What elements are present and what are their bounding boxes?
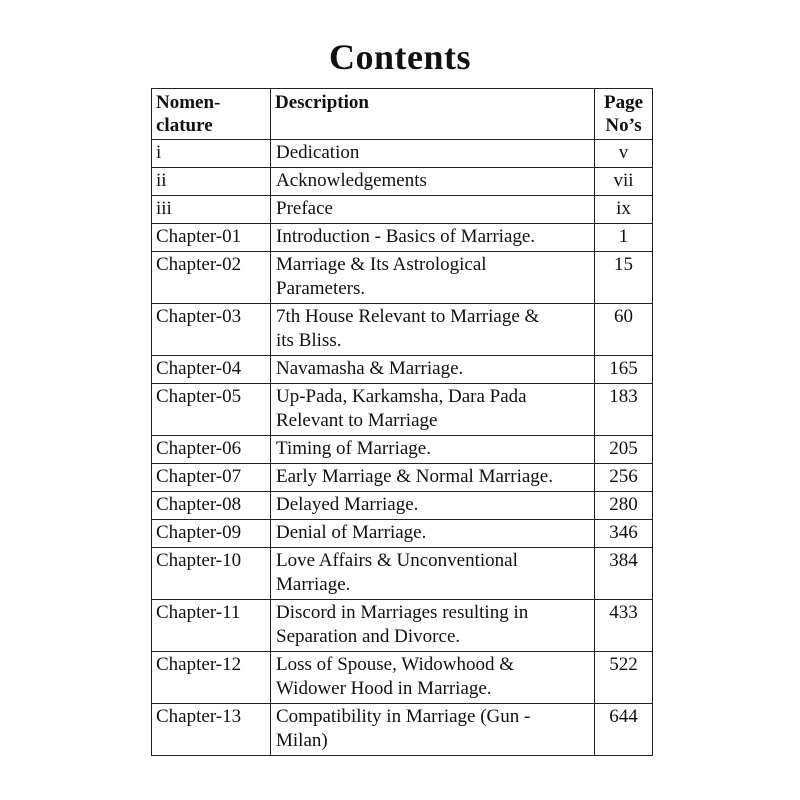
table-row (152, 140, 653, 168)
description-line: Love Affairs & Unconventional (276, 550, 518, 571)
description-line: Introduction - Basics of Marriage. (276, 226, 536, 247)
table-row (152, 548, 653, 600)
nomenclature-cell: Chapter-10 (152, 548, 271, 600)
page-number-cell: 205 (595, 436, 653, 464)
nomenclature-cell: Chapter-08 (152, 492, 271, 520)
nomenclature-cell: Chapter-06 (152, 436, 271, 464)
table-row (152, 384, 653, 436)
description-line: Loss of Spouse, Widowhood & (276, 654, 514, 675)
table-row (152, 652, 653, 704)
description-cell (271, 252, 595, 304)
table-row (152, 168, 653, 196)
page-number-cell: 433 (595, 600, 653, 652)
description-cell (271, 600, 595, 652)
description-line: Discord in Marriages resulting in (276, 602, 529, 623)
description-line: Marriage & Its Astrological (276, 254, 487, 275)
table-row (152, 196, 653, 224)
table-row (152, 304, 653, 356)
page-number-cell: 60 (595, 304, 653, 356)
description-line: Milan) (276, 730, 328, 751)
description-cell (271, 704, 595, 756)
description-line: Navamasha & Marriage. (276, 358, 464, 379)
nomenclature-cell: Chapter-05 (152, 384, 271, 436)
description-cell (271, 384, 595, 436)
description-cell (271, 464, 595, 492)
page-number-header (595, 89, 653, 140)
description-line: Up-Pada, Karkamsha, Dara Pada (276, 386, 527, 407)
description-cell (271, 652, 595, 704)
page-number-cell: 183 (595, 384, 653, 436)
nomenclature-cell: Chapter-01 (152, 224, 271, 252)
table-row (152, 436, 653, 464)
description-line: Relevant to Marriage (276, 410, 438, 431)
description-cell (271, 224, 595, 252)
table-row (152, 464, 653, 492)
nomenclature-cell: Chapter-11 (152, 600, 271, 652)
nomenclature-cell: Chapter-13 (152, 704, 271, 756)
nomenclature-cell: i (152, 140, 271, 168)
nomenclature-header (152, 89, 271, 140)
description-line: Preface (276, 198, 333, 219)
page-number-cell: 280 (595, 492, 653, 520)
page-number-cell: 15 (595, 252, 653, 304)
description-line: its Bliss. (276, 330, 342, 351)
table-row (152, 492, 653, 520)
description-cell (271, 356, 595, 384)
nomenclature-header-line2: clature (156, 115, 213, 136)
page-number-cell: v (595, 140, 653, 168)
nomenclature-cell: Chapter-03 (152, 304, 271, 356)
description-cell (271, 492, 595, 520)
description-line: Separation and Divorce. (276, 626, 461, 647)
description-cell (271, 196, 595, 224)
description-line: Delayed Marriage. (276, 494, 419, 515)
page-number-cell: 1 (595, 224, 653, 252)
page-number-cell: 522 (595, 652, 653, 704)
description-line: 7th House Relevant to Marriage & (276, 306, 540, 327)
page-number-header-line1: Page (603, 92, 644, 113)
nomenclature-cell: ii (152, 168, 271, 196)
nomenclature-cell: Chapter-12 (152, 652, 271, 704)
page-number-cell: vii (595, 168, 653, 196)
contents-table (151, 88, 653, 756)
nomenclature-cell: Chapter-09 (152, 520, 271, 548)
description-cell (271, 140, 595, 168)
description-line: Early Marriage & Normal Marriage. (276, 466, 553, 487)
page-number-cell: 644 (595, 704, 653, 756)
page-number-cell: 256 (595, 464, 653, 492)
description-header: Description (271, 89, 595, 140)
description-line: Dedication (276, 142, 360, 163)
page-number-cell: 165 (595, 356, 653, 384)
description-line: Timing of Marriage. (276, 438, 431, 459)
table-row (152, 252, 653, 304)
nomenclature-cell: Chapter-02 (152, 252, 271, 304)
nomenclature-cell: iii (152, 196, 271, 224)
description-line: Widower Hood in Marriage. (276, 678, 492, 699)
description-cell (271, 436, 595, 464)
table-row (152, 704, 653, 756)
table-header-row (152, 89, 653, 140)
description-cell (271, 304, 595, 356)
table-row (152, 520, 653, 548)
table-row (152, 600, 653, 652)
table-row (152, 224, 653, 252)
description-line: Acknowledgements (276, 170, 427, 191)
description-line: Parameters. (276, 278, 366, 299)
page-number-header-line2: No’s (605, 115, 642, 136)
table-row (152, 356, 653, 384)
description-line: Denial of Marriage. (276, 522, 427, 543)
contents-table-body (152, 140, 653, 756)
description-cell (271, 548, 595, 600)
description-cell (271, 520, 595, 548)
nomenclature-cell: Chapter-04 (152, 356, 271, 384)
page-number-cell: ix (595, 196, 653, 224)
description-line: Compatibility in Marriage (Gun - (276, 706, 531, 727)
description-line: Marriage. (276, 574, 351, 595)
nomenclature-cell: Chapter-07 (152, 464, 271, 492)
page-number-cell: 346 (595, 520, 653, 548)
page-title: Contents (328, 37, 471, 78)
description-cell (271, 168, 595, 196)
page-number-cell: 384 (595, 548, 653, 600)
nomenclature-header-line1: Nomen- (156, 92, 221, 113)
